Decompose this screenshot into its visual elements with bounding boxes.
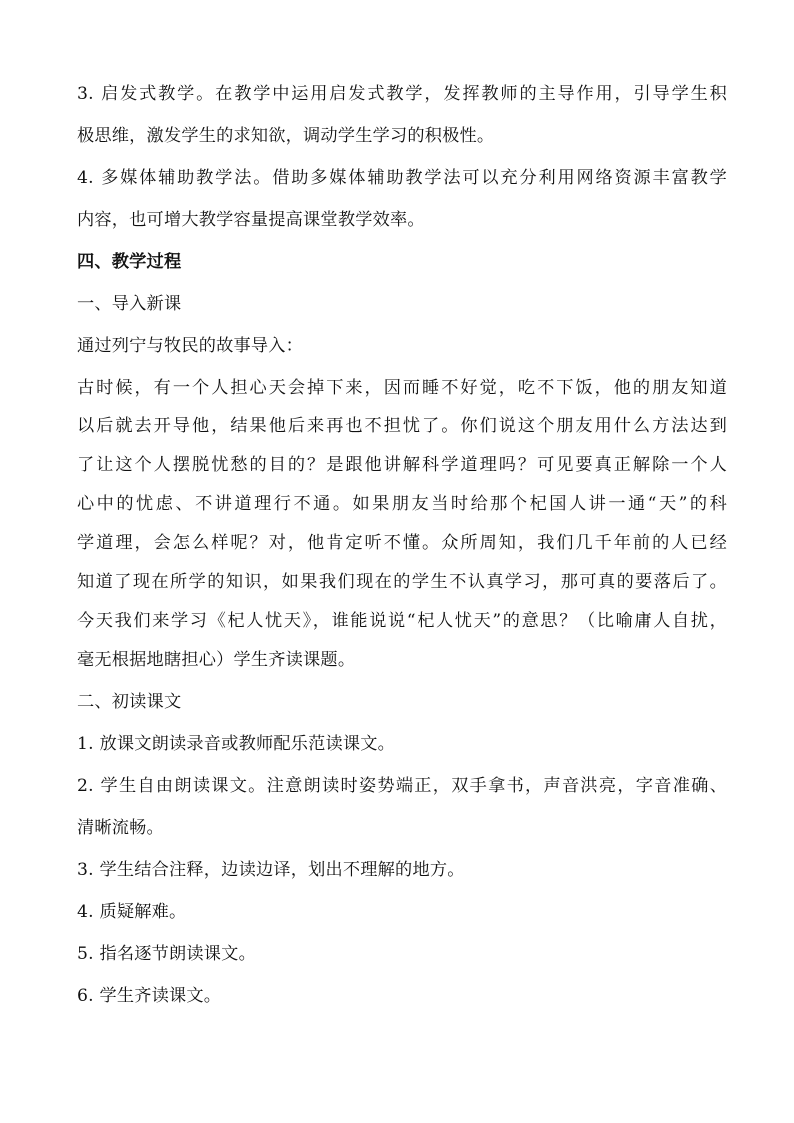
document-page [77,84,727,1006]
story-line-4: 心中的忧虑、不讲道理行不通。如果朋友当时给那个杞国人讲一通“天”的科 [77,494,727,514]
subsection-heading-reading: 二、初读课文 [77,692,182,712]
story-line-6: 知道了现在所学的知识，如果我们现在的学生不认真学习，那可真的要落后了。 [77,572,727,592]
reading-item-6: 6. 学生齐读课文。 [77,986,222,1006]
story-line-2: 以后就去开导他，结果他后来再也不担忧了。你们说这个朋友用什么方法达到 [77,416,727,436]
item-4-line-1: 4. 多媒体辅助教学法。借助多媒体辅助教学法可以充分利用网络资源丰富教学 [77,168,727,188]
story-line-3: 了让这个人摆脱忧愁的目的？是跟他讲解科学道理吗？可见要真正解除一个人 [77,455,727,475]
reading-item-2-line-2: 清晰流畅。 [77,818,164,838]
story-line-8: 毫无根据地瞎担心）学生齐读课题。 [77,650,356,670]
item-3-line-1: 3. 启发式教学。在教学中运用启发式教学，发挥教师的主导作用，引导学生积 [77,84,727,104]
section-heading: 四、教学过程 [77,252,182,272]
story-line-7: 今天我们来学习《杞人忧天》，谁能说说“杞人忧天”的意思？（比喻庸人自扰， [77,611,727,631]
reading-item-1: 1. 放课文朗读录音或教师配乐范读课文。 [77,734,396,754]
item-4-line-2: 内容，也可增大教学容量提高课堂教学效率。 [77,210,425,230]
item-3-line-2: 极思维，激发学生的求知欲，调动学生学习的积极性。 [77,126,495,146]
reading-item-4: 4. 质疑解难。 [77,902,187,922]
reading-item-5: 5. 指名逐节朗读课文。 [77,944,256,964]
subsection-heading-intro: 一、导入新课 [77,294,182,314]
story-line-5: 学道理，会怎么样呢？对，他肯定听不懂。众所周知，我们几千年前的人已经 [77,533,727,553]
intro-lead-line: 通过列宁与牧民的故事导入： [77,336,304,356]
reading-item-3: 3. 学生结合注释，边读边译，划出不理解的地方。 [77,860,465,880]
reading-item-2-line-1: 2. 学生自由朗读课文。注意朗读时姿势端正，双手拿书，声音洪亮，字音准确、 [77,776,727,796]
story-line-1: 古时候，有一个人担心天会掉下来，因而睡不好觉，吃不下饭，他的朋友知道 [77,378,727,398]
